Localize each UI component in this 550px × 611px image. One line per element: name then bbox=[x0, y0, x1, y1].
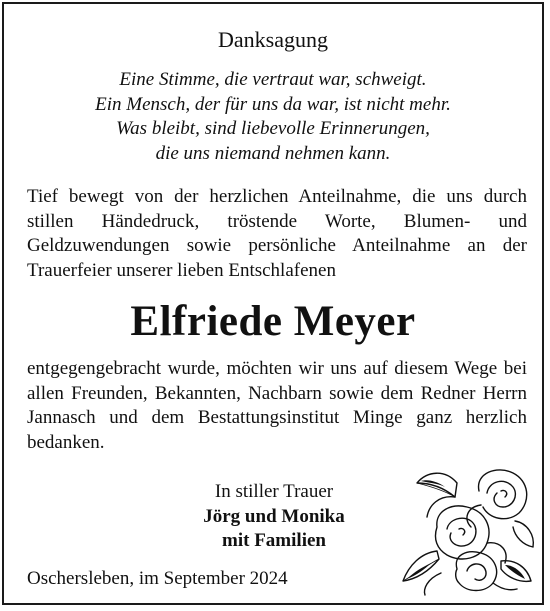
notice-heading: Danksagung bbox=[218, 27, 328, 52]
signature-names: Jörg und Monika bbox=[203, 505, 345, 527]
signature-family: mit Familien bbox=[222, 530, 326, 551]
poem-line: die uns niemand nehmen kann. bbox=[155, 142, 391, 164]
deceased-name: Elfriede Meyer bbox=[130, 298, 416, 345]
poem-line: Eine Stimme, die vertraut war, schweigt. bbox=[119, 69, 427, 90]
place-date: Oschersleben, im September 2024 bbox=[27, 568, 288, 589]
signature-line: In stiller Trauer bbox=[214, 481, 334, 502]
poem-line: Was bleibt, sind liebevolle Erinnerungen, bbox=[116, 118, 430, 139]
notice-frame bbox=[2, 2, 544, 605]
thanks-paragraph-1: Tief bewegt von der herzlichen Anteilnahme, die uns durch stillen Händedruck, tröstende Worte, Blumen- und Geldzuwendungen sowie persönliche Anteilnahme an der Trauerfeier unserer lieben Entschlafenen bbox=[27, 186, 527, 281]
rose-illustration-icon bbox=[397, 461, 537, 596]
poem bbox=[4, 68, 542, 166]
thanks-paragraph-2: entgegengebracht wurde, möchten wir uns auf diesem Wege bei allen Freunden, Bekannten, Nachbarn sowie dem Redner Herrn Jannasch und dem Bestattungsinstitut Minge ganz herzlich bedanken. bbox=[27, 358, 527, 453]
signature-block bbox=[174, 480, 374, 554]
poem-line: Ein Mensch, der für uns da war, ist nicht mehr. bbox=[95, 93, 451, 115]
